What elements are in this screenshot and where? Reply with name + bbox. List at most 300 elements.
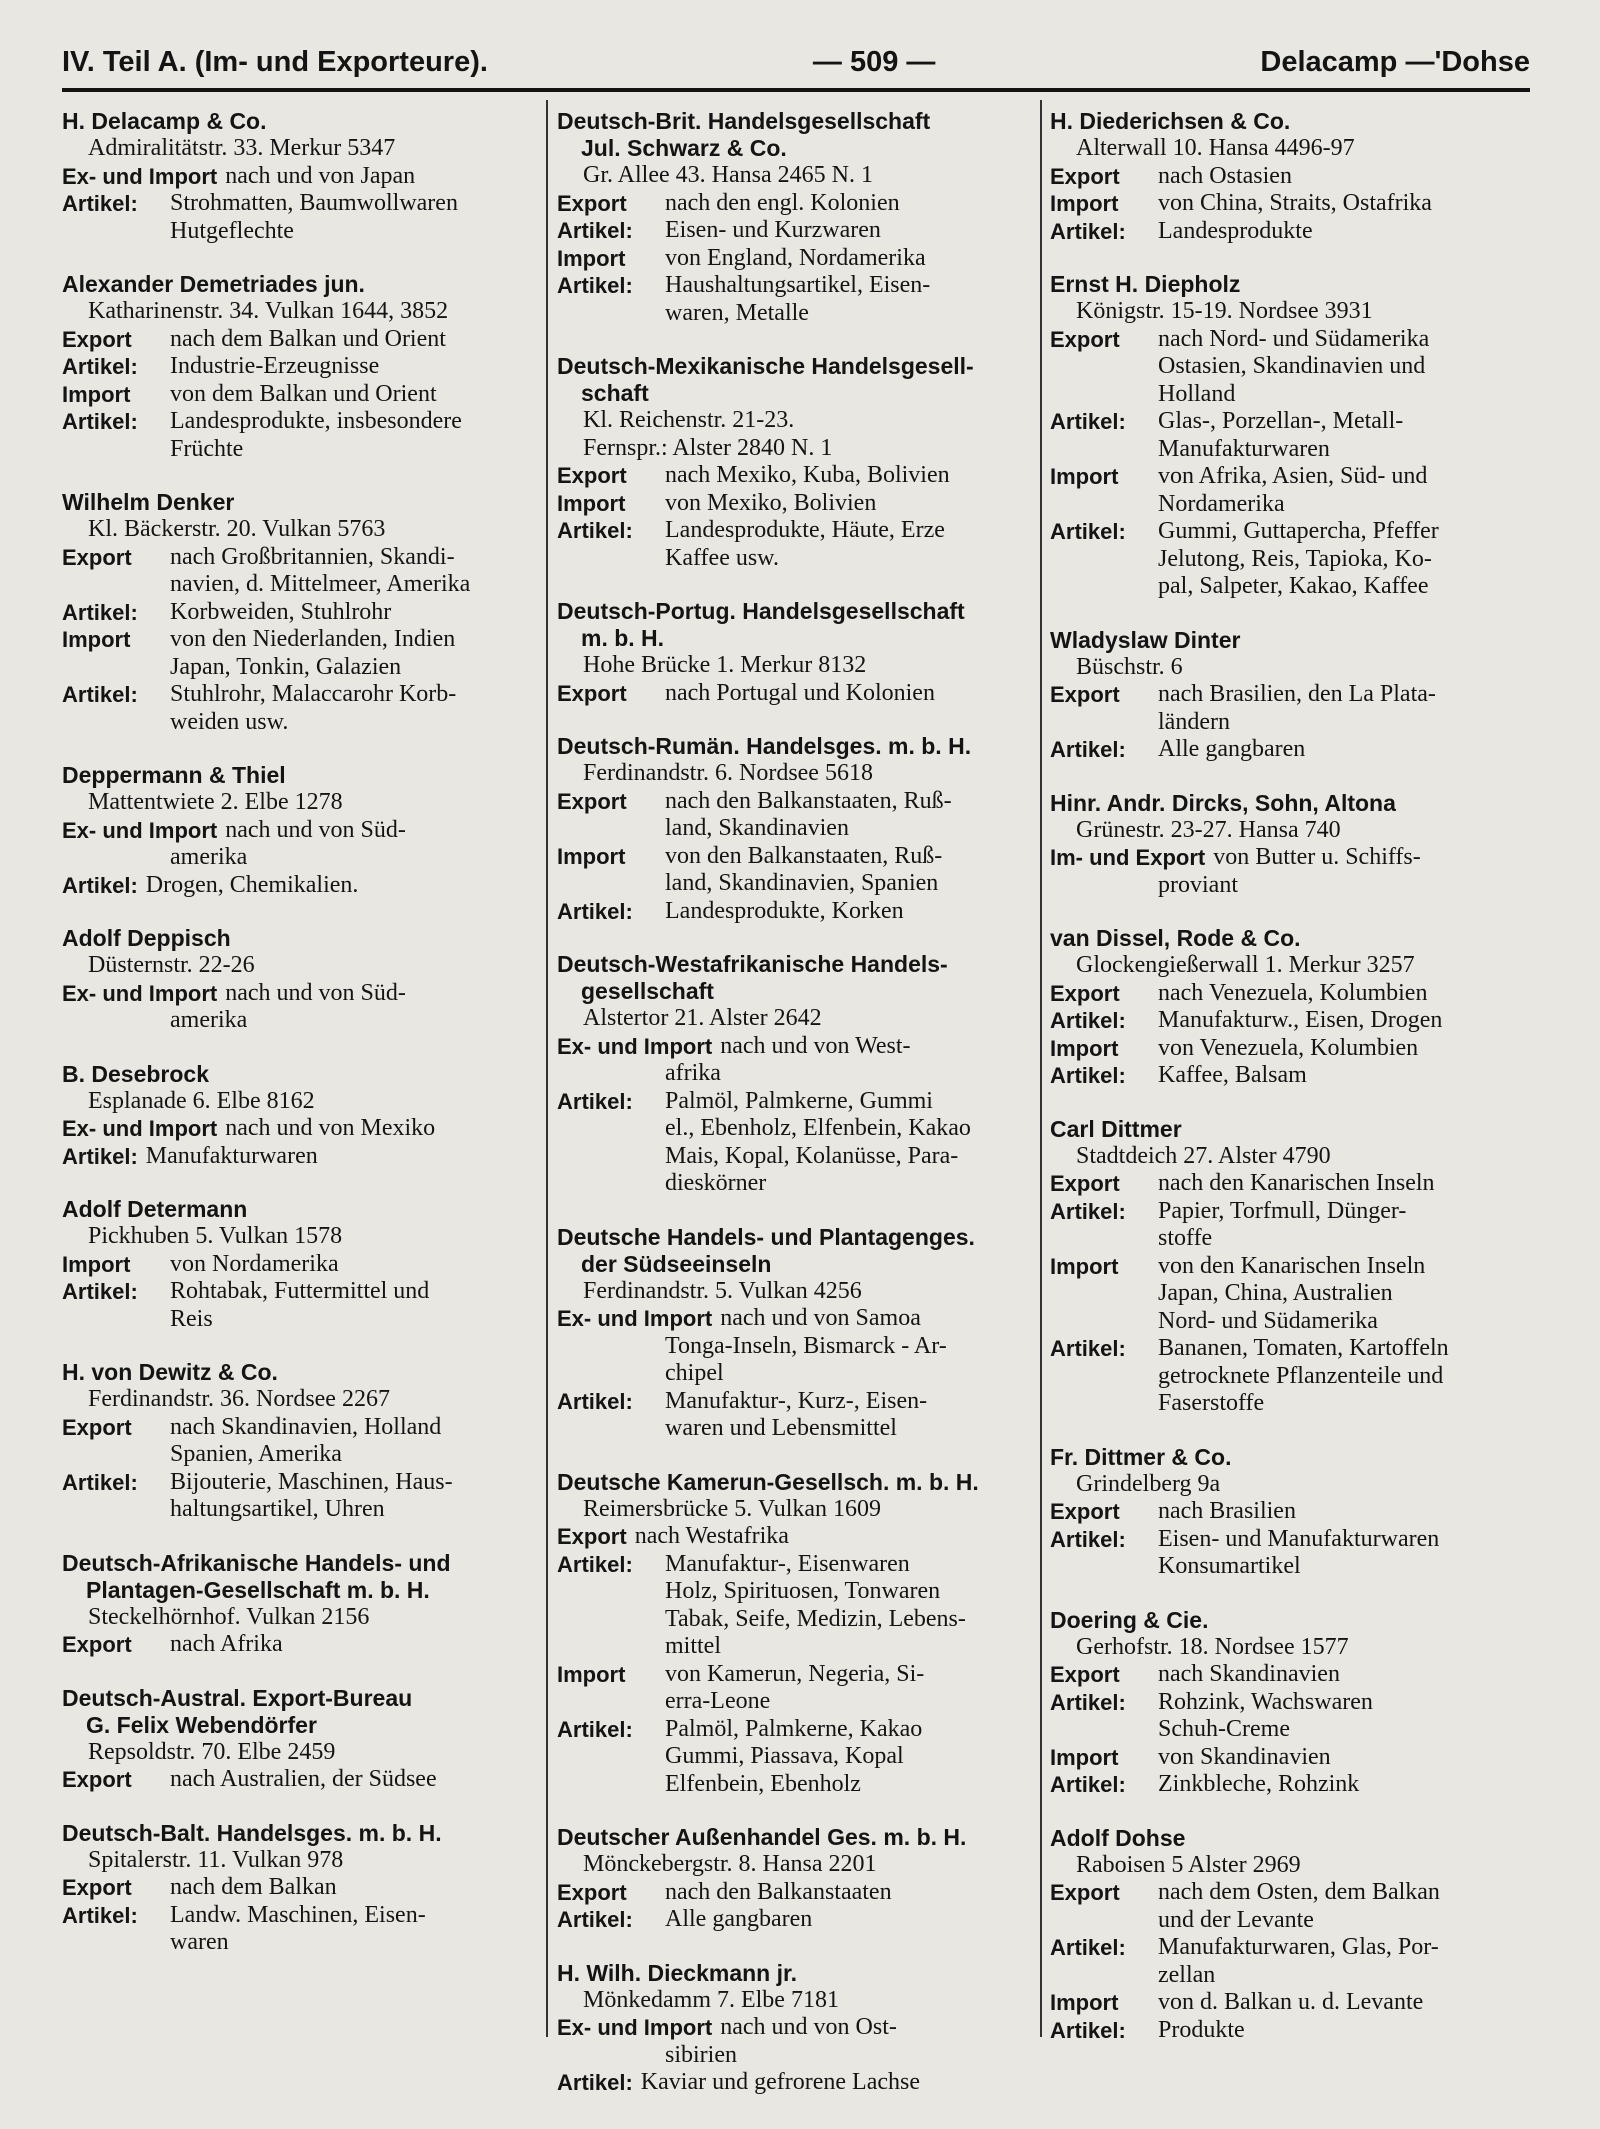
- trade-row: [557, 1716, 1035, 1799]
- company-name: [557, 108, 1035, 162]
- trade-row: [1050, 1498, 1528, 1526]
- trade-text-line: Manufaktur-, Eisenwaren: [665, 1550, 910, 1577]
- company-name: [62, 1550, 540, 1604]
- trade-text-line: Stuhlrohr, Malaccarohr Korb-: [170, 681, 457, 707]
- trade-text-line: Manufakturwaren: [1158, 435, 1330, 462]
- trade-text: [665, 1879, 1035, 1907]
- directory-entry: [1050, 1607, 1528, 1799]
- trade-text: [170, 1631, 540, 1659]
- address-line: Gerhofstr. 18. Nordsee 1577: [1076, 1633, 1349, 1660]
- trade-text-line: proviant: [1158, 871, 1238, 898]
- company-name-line: Adolf Dohse: [1050, 1824, 1186, 1851]
- trade-text: [720, 1033, 1035, 1061]
- trade-text: [665, 272, 1035, 327]
- trade-row: [557, 272, 1035, 327]
- trade-row: [62, 1766, 540, 1794]
- trade-text-line: waren: [170, 1929, 229, 1955]
- company-name-line: B. Desebrock: [62, 1060, 210, 1087]
- trade-row: [1050, 408, 1528, 463]
- company-name-line: G. Felix Webendörfer: [86, 1711, 317, 1738]
- company-name-line: Jul. Schwarz & Co.: [581, 135, 787, 161]
- trade-text-line: Bijouterie, Maschinen, Haus-: [170, 1468, 453, 1495]
- company-name: [1050, 1444, 1528, 1471]
- trade-text-line: nach und von Süd-: [225, 816, 406, 843]
- trade-text: [635, 1523, 1035, 1551]
- trade-text-line: von den Balkanstaaten, Ruß-: [665, 842, 943, 869]
- trade-text-line: von Venezuela, Kolumbien: [1158, 1034, 1419, 1061]
- trade-label: Import: [62, 1251, 131, 1277]
- trade-text: [1158, 736, 1528, 764]
- directory-entry: [62, 489, 540, 736]
- trade-row: [62, 1115, 540, 1143]
- trade-label: Export: [557, 463, 627, 488]
- address-line: Katharinenstr. 34. Vulkan 1644, 3852: [88, 298, 449, 324]
- trade-text-line: Japan, Tonkin, Galazien: [170, 653, 402, 680]
- trade-text: [665, 517, 1035, 572]
- trade-label: Artikel:: [1050, 1689, 1126, 1715]
- trade-text: [665, 680, 1035, 708]
- trade-text-line: nach und von Japan: [225, 162, 416, 189]
- trade-text: [1158, 1007, 1528, 1035]
- trade-text-line: Tabak, Seife, Medizin, Lebens-: [665, 1605, 966, 1632]
- trade-row: [557, 1388, 1035, 1443]
- address-line: Mattentwiete 2. Elbe 1278: [88, 789, 343, 815]
- trade-text: [170, 626, 540, 681]
- directory-entry: [62, 1550, 540, 1659]
- trade-text-line: Produkte: [1158, 2016, 1245, 2043]
- company-name: [62, 1196, 540, 1223]
- trade-text: [665, 1906, 1035, 1934]
- trade-text: [1158, 681, 1528, 736]
- trade-label: Artikel:: [1050, 409, 1126, 434]
- trade-text-line: Gummi, Piassava, Kopal: [665, 1743, 904, 1769]
- trade-label: Import: [62, 381, 131, 407]
- company-name-line: Deutsch-Austral. Export-Bureau: [62, 1684, 413, 1711]
- trade-label: Artikel:: [1050, 1198, 1126, 1224]
- trade-row: [1050, 1689, 1528, 1744]
- trade-text: [170, 1278, 540, 1333]
- trade-text-line: ländern: [1158, 708, 1230, 735]
- trade-label: Artikel:: [62, 191, 138, 216]
- trade-text-line: von China, Straits, Ostafrika: [1158, 190, 1432, 216]
- trade-text-line: pal, Salpeter, Kakao, Kaffee: [1158, 573, 1429, 599]
- trade-label: Artikel:: [557, 1716, 633, 1742]
- trade-text-line: waren, Metalle: [665, 299, 809, 326]
- trade-row: [62, 817, 540, 845]
- address-line: Steckelhörnhof. Vulkan 2156: [88, 1603, 370, 1630]
- trade-text-line: nach Skandinavien, Holland: [170, 1413, 442, 1440]
- trade-row: [62, 872, 540, 900]
- trade-text-line: Alle gangbaren: [665, 1906, 813, 1932]
- company-name-line: Deutsche Kamerun-Gesellsch. m. b. H.: [557, 1468, 979, 1495]
- trade-text-line: von Mexiko, Bolivien: [665, 489, 877, 516]
- trade-text: [1158, 1035, 1528, 1063]
- address-line: Repsoldstr. 70. Elbe 2459: [88, 1738, 336, 1765]
- trade-text-line: land, Skandinavien: [665, 815, 849, 841]
- trade-text-line: nach den Kanarischen Inseln: [1158, 1170, 1435, 1196]
- trade-text-line: Faserstoffe: [1158, 1390, 1265, 1416]
- trade-text-line: Zinkbleche, Rohzink: [1158, 1771, 1360, 1797]
- address-line: Hohe Brücke 1. Merkur 8132: [583, 652, 867, 678]
- directory-entry: [557, 733, 1035, 925]
- trade-label: Import: [62, 627, 131, 652]
- trade-row: [1050, 518, 1528, 601]
- trade-text-line: sibirien: [665, 2041, 737, 2068]
- trade-text: [225, 817, 540, 845]
- trade-text-line: nach Nord- und Südamerika: [1158, 325, 1430, 352]
- trade-row: [557, 1906, 1035, 1934]
- trade-text: [1158, 1989, 1528, 2017]
- trade-text: [1158, 1062, 1528, 1090]
- trade-label: Export: [62, 544, 132, 570]
- trade-row: [1050, 1661, 1528, 1689]
- trade-label: Ex- und Import: [62, 817, 218, 843]
- directory-entry: [557, 1960, 1035, 2097]
- trade-row: [62, 599, 540, 627]
- trade-text-line: Tonga-Inseln, Bismarck - Ar-: [665, 1332, 947, 1359]
- trade-continuation: [62, 1007, 540, 1035]
- trade-text: [146, 872, 540, 900]
- trade-label: Import: [1050, 1035, 1119, 1061]
- trade-continuation: [557, 1360, 1035, 1388]
- trade-row: [557, 1551, 1035, 1661]
- trade-text: [1158, 1526, 1528, 1581]
- address-line: Königstr. 15-19. Nordsee 3931: [1076, 298, 1373, 324]
- trade-text: [1158, 1170, 1528, 1198]
- trade-row: [62, 190, 540, 245]
- company-name-line: Ernst H. Diepholz: [1050, 271, 1241, 297]
- trade-text: [665, 490, 1035, 518]
- company-name-line: Wilhelm Denker: [62, 489, 235, 515]
- trade-label: Import: [1050, 1744, 1119, 1770]
- trade-row: [557, 1305, 1035, 1333]
- company-name-line: Deutsch-Balt. Handelsges. m. b. H.: [62, 1819, 442, 1846]
- address-line: Ferdinandstr. 5. Vulkan 4256: [583, 1277, 862, 1304]
- trade-text-line: amerika: [170, 844, 248, 870]
- trade-text-line: Palmöl, Palmkerne, Kakao: [665, 1715, 923, 1742]
- trade-text: [1158, 1198, 1528, 1253]
- trade-text: [641, 2069, 1035, 2097]
- trade-text: [1158, 980, 1528, 1008]
- trade-text-line: nach und von Mexiko: [225, 1115, 436, 1141]
- company-name-line: Doering & Cie.: [1050, 1606, 1209, 1633]
- address-line: Stadtdeich 27. Alster 4790: [1076, 1142, 1331, 1169]
- trade-text: [170, 1902, 540, 1957]
- trade-label: Export: [557, 190, 627, 216]
- trade-label: Artikel:: [1050, 519, 1126, 544]
- directory-entry: [62, 925, 540, 1035]
- directory-entry: [1050, 925, 1528, 1090]
- company-name: [557, 353, 1035, 407]
- trade-text-line: Landw. Maschinen, Eisen-: [170, 1901, 426, 1928]
- company-name-line: Adolf Deppisch: [62, 925, 231, 951]
- trade-row: [1050, 463, 1528, 518]
- trade-label: Artikel:: [557, 1551, 633, 1577]
- trade-row: [1050, 736, 1528, 764]
- trade-text-line: Elfenbein, Ebenholz: [665, 1770, 861, 1797]
- trade-text-line: nach dem Osten, dem Balkan: [1158, 1879, 1440, 1905]
- trade-label: Ex- und Import: [62, 1116, 218, 1141]
- column-3: [1050, 108, 1528, 2070]
- trade-row: [62, 1874, 540, 1902]
- trade-text: [1158, 518, 1528, 601]
- trade-row: [557, 843, 1035, 898]
- trade-text-line: dieskörner: [665, 1170, 767, 1196]
- trade-text: [1158, 408, 1528, 463]
- trade-text-line: nach und von West-: [720, 1032, 911, 1059]
- trade-label: Export: [62, 1632, 132, 1657]
- trade-label: Export: [557, 680, 627, 706]
- trade-label: Artikel:: [62, 1902, 138, 1928]
- trade-text-line: Landesprodukte, insbesondere: [170, 408, 462, 434]
- trade-label: Import: [557, 245, 626, 271]
- trade-text-line: Papier, Torfmull, Dünger-: [1158, 1197, 1407, 1224]
- company-name-line: schaft: [581, 380, 649, 406]
- trade-label: Import: [1050, 1253, 1119, 1279]
- trade-text-line: nach den engl. Kolonien: [665, 189, 900, 216]
- section-title: IV. Teil A. (Im- und Exporteure).: [62, 45, 488, 78]
- trade-text: [720, 2014, 1035, 2042]
- trade-text-line: Rohzink, Wachswaren: [1158, 1688, 1373, 1715]
- trade-label: Artikel:: [557, 273, 633, 298]
- directory-entry: [557, 353, 1035, 572]
- trade-text-line: stoffe: [1158, 1225, 1213, 1251]
- trade-row: [1050, 681, 1528, 736]
- trade-label: Artikel:: [1050, 1008, 1126, 1033]
- directory-entry: [557, 108, 1035, 327]
- company-name-line: Deutsch-Afrikanische Handels- und: [62, 1549, 451, 1576]
- trade-text: [665, 245, 1035, 273]
- trade-label: Artikel:: [1050, 737, 1126, 762]
- trade-label: Export: [1050, 326, 1120, 352]
- trade-text: [1158, 218, 1528, 246]
- company-name: [1050, 1825, 1528, 1852]
- trade-label: Export: [62, 326, 132, 352]
- trade-continuation: [62, 844, 540, 872]
- company-name: [62, 271, 540, 298]
- trade-text-line: land, Skandinavien, Spanien: [665, 870, 939, 896]
- trade-continuation: [557, 1333, 1035, 1361]
- company-name-line: Carl Dittmer: [1050, 1115, 1182, 1142]
- company-name-line: Deutsch-Westafrikanische Handels-: [557, 951, 948, 977]
- trade-row: [1050, 1744, 1528, 1772]
- trade-label: Artikel:: [62, 409, 138, 434]
- trade-text: [170, 353, 540, 381]
- company-name-line: gesellschaft: [581, 978, 714, 1004]
- trade-label: Artikel:: [1050, 1336, 1126, 1361]
- trade-continuation: [557, 2042, 1035, 2070]
- address-line: Düsternstr. 22-26: [88, 952, 255, 978]
- trade-text-line: Mais, Kopal, Kolanüsse, Para-: [665, 1142, 959, 1169]
- trade-row: [1050, 190, 1528, 218]
- company-name-line: Deutsch-Mexikanische Handelsgesell-: [557, 353, 974, 379]
- trade-text-line: von Afrika, Asien, Süd- und: [1158, 463, 1428, 489]
- trade-label: Artikel:: [1050, 2017, 1126, 2043]
- trade-text: [665, 1551, 1035, 1661]
- trade-text-line: nach Brasilien: [1158, 1498, 1296, 1524]
- company-name-line: Plantagen-Gesellschaft m. b. H.: [86, 1576, 430, 1603]
- company-name-line: m. b. H.: [581, 625, 665, 651]
- page-header: [62, 40, 1530, 84]
- company-name: [1050, 1116, 1528, 1143]
- trade-text-line: navien, d. Mittelmeer, Amerika: [170, 571, 471, 597]
- trade-row: [557, 190, 1035, 218]
- trade-text-line: Landesprodukte: [1158, 217, 1313, 244]
- trade-continuation: [1050, 872, 1528, 900]
- trade-label: Export: [1050, 682, 1120, 707]
- trade-row: [62, 544, 540, 599]
- trade-text-line: erra-Leone: [665, 1688, 771, 1714]
- trade-text: [665, 898, 1035, 926]
- company-name-line: van Dissel, Rode & Co.: [1050, 925, 1301, 951]
- company-name: [62, 1061, 540, 1088]
- trade-label: Export: [557, 1879, 627, 1905]
- company-name: [557, 951, 1035, 1005]
- trade-text-line: Kaffee usw.: [665, 544, 779, 571]
- trade-row: [62, 1143, 540, 1171]
- trade-text-line: nach dem Balkan und Orient: [170, 325, 446, 352]
- trade-text: [1158, 326, 1528, 409]
- company-name: [1050, 271, 1528, 298]
- column-1: [62, 108, 540, 1983]
- directory-entry: [62, 271, 540, 463]
- trade-text: [1158, 1879, 1528, 1934]
- running-head: Delacamp —'Dohse: [1260, 45, 1530, 78]
- trade-text: [170, 1251, 540, 1279]
- trade-text: [225, 163, 540, 191]
- address-line: Fernspr.: Alster 2840 N. 1: [583, 434, 833, 461]
- trade-text-line: nach Ostasien: [1158, 162, 1292, 189]
- address-line: Mönckebergstr. 8. Hansa 2201: [583, 1851, 877, 1877]
- trade-label: Export: [1050, 1171, 1120, 1196]
- trade-text-line: Strohmatten, Baumwollwaren: [170, 190, 458, 216]
- trade-text: [1158, 1498, 1528, 1526]
- company-name-line: Deutsche Handels- und Plantagenges.: [557, 1223, 975, 1250]
- trade-row: [557, 245, 1035, 273]
- trade-label: Import: [557, 1661, 626, 1687]
- trade-text: [665, 1661, 1035, 1716]
- company-name: [557, 598, 1035, 652]
- trade-row: [62, 353, 540, 381]
- trade-row: [1050, 1335, 1528, 1418]
- trade-row: [1050, 1989, 1528, 2017]
- directory-entry: [1050, 790, 1528, 900]
- trade-row: [1050, 218, 1528, 246]
- directory-entry: [62, 1685, 540, 1794]
- trade-label: Artikel:: [557, 518, 633, 543]
- trade-text-line: Hutgeflechte: [170, 217, 294, 244]
- trade-text-line: nach Brasilien, den La Plata-: [1158, 681, 1436, 707]
- trade-label: Artikel:: [557, 898, 633, 924]
- directory-entry: [1050, 271, 1528, 601]
- trade-text-line: von England, Nordamerika: [665, 244, 926, 271]
- trade-text-line: zellan: [1158, 1961, 1216, 1988]
- trade-label: Artikel:: [62, 599, 138, 625]
- trade-text-line: nach und von Süd-: [225, 979, 406, 1006]
- trade-text-line: nach den Balkanstaaten, Ruß-: [665, 787, 952, 814]
- company-name-line: Deutsch-Rumän. Handelsges. m. b. H.: [557, 733, 972, 759]
- trade-text-line: nach Skandinavien: [1158, 1661, 1340, 1687]
- company-name-line: der Südseeinseln: [581, 1250, 772, 1277]
- trade-label: Artikel:: [557, 1088, 633, 1114]
- company-name: [557, 1960, 1035, 1987]
- column-divider: [1040, 100, 1042, 2037]
- trade-text-line: weiden usw.: [170, 708, 289, 735]
- trade-text: [665, 843, 1035, 898]
- trade-text: [170, 381, 540, 409]
- address-line: Spitalerstr. 11. Vulkan 978: [88, 1846, 344, 1873]
- trade-text-line: Jelutong, Reis, Tapioka, Ko-: [1158, 545, 1432, 572]
- company-name: [62, 1820, 540, 1847]
- trade-text: [170, 544, 540, 599]
- trade-label: Export: [1050, 163, 1120, 189]
- trade-text: [665, 217, 1035, 245]
- trade-text: [170, 1414, 540, 1469]
- trade-text-line: Ostasien, Skandinavien und: [1158, 353, 1426, 379]
- trade-text-line: Reis: [170, 1305, 213, 1332]
- trade-row: [62, 408, 540, 463]
- trade-row: [1050, 1526, 1528, 1581]
- trade-text-line: chipel: [665, 1360, 724, 1386]
- trade-text-line: Manufakturwaren, Glas, Por-: [1158, 1934, 1439, 1960]
- directory-entry: [1050, 1444, 1528, 1581]
- trade-row: [62, 381, 540, 409]
- trade-row: [557, 517, 1035, 572]
- address-line: Grünestr. 23-27. Hansa 740: [1076, 816, 1341, 843]
- trade-text: [170, 599, 540, 627]
- address-line: Kl. Reichenstr. 21-23.: [583, 407, 795, 433]
- trade-row: [1050, 1253, 1528, 1336]
- trade-label: Export: [1050, 1499, 1120, 1524]
- company-name-line: Adolf Determann: [62, 1196, 248, 1222]
- trade-label: Artikel:: [62, 354, 138, 379]
- trade-text: [665, 1088, 1035, 1198]
- trade-text-line: nach und von Samoa: [720, 1305, 921, 1331]
- trade-label: Export: [1050, 980, 1120, 1006]
- trade-text-line: von den Kanarischen Inseln: [1158, 1252, 1426, 1279]
- trade-text-line: von dem Balkan und Orient: [170, 380, 437, 407]
- trade-text: [665, 788, 1035, 843]
- trade-row: [557, 1879, 1035, 1907]
- trade-row: [557, 898, 1035, 926]
- trade-label: Ex- und Import: [557, 1306, 713, 1331]
- trade-text: [720, 1305, 1035, 1333]
- company-name-line: Deppermann & Thiel: [62, 762, 286, 788]
- trade-label: Export: [62, 1414, 132, 1440]
- trade-text: [665, 1716, 1035, 1799]
- address-line: Grindelberg 9a: [1076, 1470, 1221, 1497]
- trade-row: [62, 626, 540, 681]
- trade-text-line: Landesprodukte, Korken: [665, 897, 904, 924]
- trade-text-line: Holland: [1158, 380, 1236, 407]
- trade-text: [1158, 1253, 1528, 1336]
- trade-text-line: Bananen, Tomaten, Kartoffeln: [1158, 1335, 1449, 1361]
- trade-label: Artikel:: [62, 682, 138, 707]
- trade-text-line: Gummi, Guttapercha, Pfeffer: [1158, 518, 1439, 544]
- trade-text-line: Nord- und Südamerika: [1158, 1307, 1378, 1334]
- trade-label: Export: [62, 1875, 132, 1900]
- address-line: Gr. Allee 43. Hansa 2465 N. 1: [583, 162, 873, 188]
- company-name: [62, 489, 540, 516]
- trade-text: [1158, 1771, 1528, 1799]
- company-name: [1050, 108, 1528, 135]
- trade-row: [557, 2014, 1035, 2042]
- trade-text-line: von Skandinavien: [1158, 1743, 1331, 1770]
- trade-text-line: Holz, Spirituosen, Tonwaren: [665, 1578, 941, 1604]
- trade-text-line: von Nordamerika: [170, 1250, 339, 1277]
- header-rule: [62, 88, 1530, 92]
- trade-text: [1158, 1744, 1528, 1772]
